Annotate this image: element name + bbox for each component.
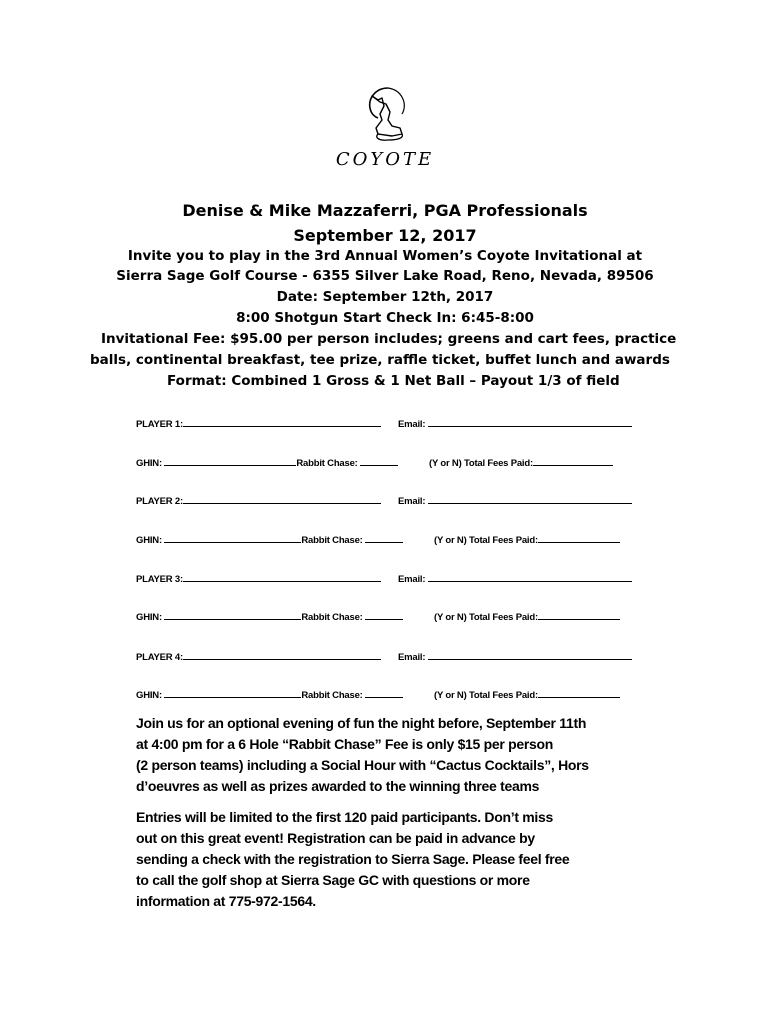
fee-line: Invitational Fee: $95.00 per person includes; greens and cart fees, practice bbox=[101, 331, 677, 347]
email-label: Email: bbox=[398, 652, 426, 663]
paragraph-line: Join us for an optional evening of fun the night before, September 11th bbox=[136, 715, 587, 731]
rabbit-chase-label: Rabbit Chase: bbox=[301, 535, 363, 546]
hosts-heading: Denise & Mike Mazzaferri, PGA Professionals bbox=[182, 201, 588, 220]
rabbit-chase-field[interactable] bbox=[360, 456, 398, 466]
coyote-howling-moon-icon bbox=[358, 84, 414, 142]
fees-paid-field[interactable] bbox=[538, 610, 620, 620]
email-field[interactable] bbox=[428, 494, 632, 504]
email-field[interactable] bbox=[428, 650, 632, 660]
date-line: Date: September 12th, 2017 bbox=[276, 289, 494, 305]
player-label: PLAYER 4: bbox=[136, 652, 183, 663]
fees-paid-field[interactable] bbox=[533, 456, 613, 466]
invite-line: Invite you to play in the 3rd Annual Women’s Coyote Invitational at bbox=[127, 248, 643, 264]
paragraph-line: at 4:00 pm for a 6 Hole “Rabbit Chase” Fee is only $15 per person bbox=[136, 736, 553, 752]
fees-paid-field[interactable] bbox=[538, 688, 620, 698]
rabbit-chase-label: Rabbit Chase: bbox=[301, 612, 363, 623]
email-field[interactable] bbox=[428, 572, 632, 582]
player-name-field[interactable] bbox=[183, 417, 381, 427]
rabbit-chase-field[interactable] bbox=[365, 610, 403, 620]
player-label: PLAYER 1: bbox=[136, 419, 183, 430]
ghin-label: GHIN: bbox=[136, 612, 162, 623]
registration-info-paragraph bbox=[136, 807, 696, 912]
ghin-field[interactable] bbox=[164, 610, 301, 620]
email-field[interactable] bbox=[428, 417, 632, 427]
logo-wordmark: COYOTE bbox=[335, 149, 435, 170]
fees-paid-label: (Y or N) Total Fees Paid: bbox=[429, 458, 533, 469]
rabbit-chase-label: Rabbit Chase: bbox=[301, 690, 363, 701]
player-name-field[interactable] bbox=[183, 494, 381, 504]
ghin-label: GHIN: bbox=[136, 535, 162, 546]
ghin-field[interactable] bbox=[164, 533, 301, 543]
email-label: Email: bbox=[398, 574, 426, 585]
fees-paid-field[interactable] bbox=[538, 533, 620, 543]
rabbit-chase-field[interactable] bbox=[365, 688, 403, 698]
fees-paid-label: (Y or N) Total Fees Paid: bbox=[434, 535, 538, 546]
paragraph-line: information at 775-972-1564. bbox=[136, 893, 316, 909]
fees-paid-label: (Y or N) Total Fees Paid: bbox=[434, 612, 538, 623]
start-time-line: 8:00 Shotgun Start Check In: 6:45-8:00 bbox=[236, 310, 534, 326]
venue-line: Sierra Sage Golf Course - 6355 Silver Lake Road, Reno, Nevada, 89506 bbox=[116, 268, 654, 284]
email-label: Email: bbox=[398, 496, 426, 507]
fees-paid-label: (Y or N) Total Fees Paid: bbox=[434, 690, 538, 701]
rabbit-chase-paragraph bbox=[136, 713, 696, 797]
ghin-label: GHIN: bbox=[136, 458, 162, 469]
ghin-label: GHIN: bbox=[136, 690, 162, 701]
rabbit-chase-field[interactable] bbox=[365, 533, 403, 543]
paragraph-line: (2 person teams) including a Social Hour with “Cactus Cocktails”, Hors bbox=[136, 757, 589, 773]
rabbit-chase-label: Rabbit Chase: bbox=[296, 458, 358, 469]
event-date-heading: September 12, 2017 bbox=[293, 226, 477, 245]
player-label: PLAYER 2: bbox=[136, 496, 183, 507]
format-line: Format: Combined 1 Gross & 1 Net Ball – Payout 1/3 of field bbox=[167, 373, 620, 389]
paragraph-line: sending a check with the registration to Sierra Sage. Please feel free bbox=[136, 851, 570, 867]
fee-includes-line: balls, continental breakfast, tee prize, raffle ticket, buffet lunch and awards bbox=[90, 352, 670, 368]
player-name-field[interactable] bbox=[183, 650, 381, 660]
ghin-field[interactable] bbox=[164, 688, 301, 698]
email-label: Email: bbox=[398, 419, 426, 430]
paragraph-line: d’oeuvres as well as prizes awarded to the winning three teams bbox=[136, 778, 540, 794]
paragraph-line: out on this great event! Registration can be paid in advance by bbox=[136, 830, 535, 846]
paragraph-line: to call the golf shop at Sierra Sage GC with questions or more bbox=[136, 872, 530, 888]
player-label: PLAYER 3: bbox=[136, 574, 183, 585]
ghin-field[interactable] bbox=[164, 456, 296, 466]
paragraph-line: Entries will be limited to the first 120 paid participants. Don’t miss bbox=[136, 809, 553, 825]
player-name-field[interactable] bbox=[183, 572, 381, 582]
